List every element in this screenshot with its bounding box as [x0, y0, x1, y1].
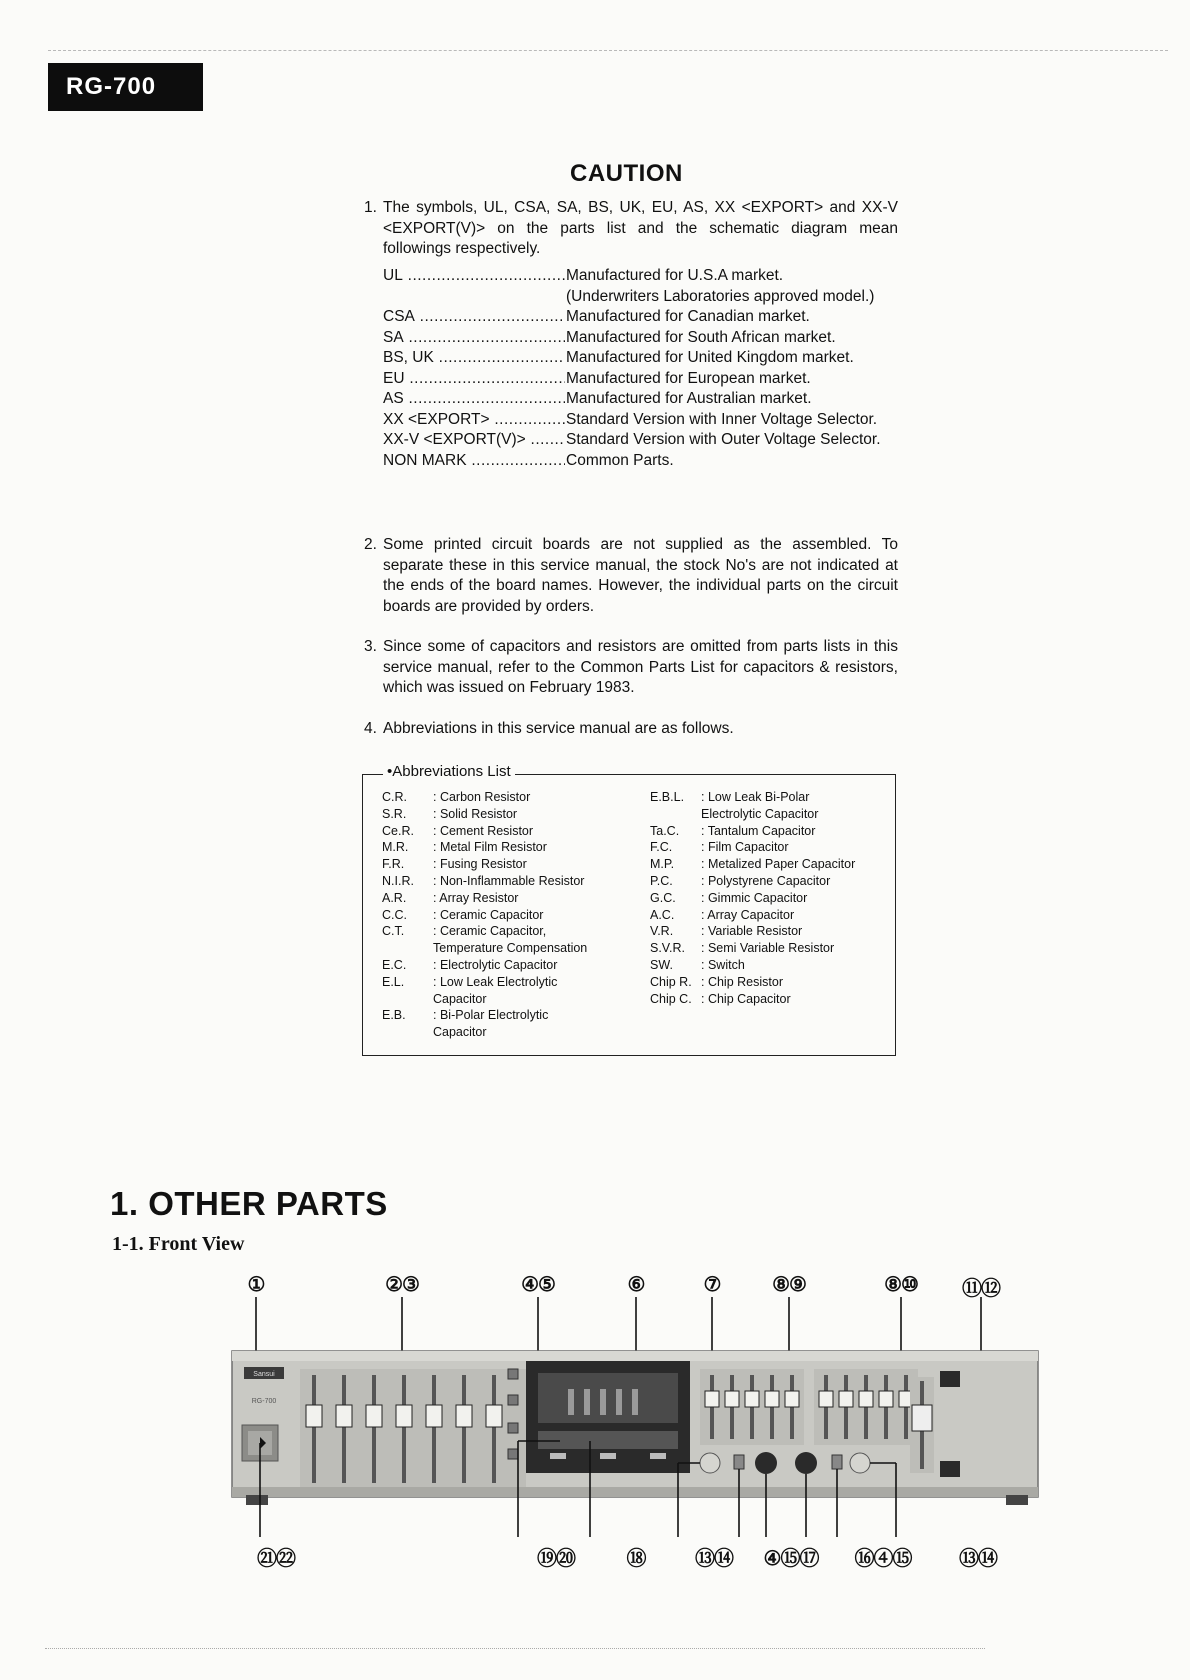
caution-title: CAUTION [570, 160, 683, 187]
callout-top: ⑦ [703, 1274, 721, 1296]
abbr-code: C.T. [382, 924, 405, 939]
abbr-row [650, 907, 890, 924]
abbr-code: E.B.L. [650, 790, 685, 804]
callout-bottom: ⑯④⑮ [854, 1548, 912, 1570]
symbol-desc: Manufactured for Canadian market. [566, 308, 810, 325]
symbol-code: AS ..... [383, 389, 565, 410]
abbr-code: Ce.R. [382, 823, 414, 838]
symbol-desc: Manufactured for Australian market. [566, 390, 812, 407]
item-text: Since some of capacitors and resistors are omitted from parts lists in this service manual, refer to the Common Parts List for capacitors & resistors, which was issued on February 1983. [383, 638, 898, 696]
abbr-row [382, 1007, 632, 1041]
symbol-row [383, 307, 898, 328]
symbol-code: CSA ..... [383, 307, 565, 328]
abbr-code: C.R. [382, 790, 407, 804]
abbr-desc: : Ceramic Capacitor, Temperature Compensation [433, 923, 608, 957]
abbr-desc: : Chip Resistor [701, 974, 890, 991]
symbol-row [383, 369, 898, 390]
callout-bottom: ⑱ [626, 1548, 646, 1570]
abbr-code: SW. [650, 957, 673, 972]
abbr-code: C.C. [382, 907, 407, 922]
abbr-desc: : Solid Resistor [433, 806, 632, 823]
abbr-row [382, 806, 632, 823]
abbr-desc: : Electrolytic Capacitor [433, 957, 632, 974]
symbol-desc: Manufactured for European market. [566, 369, 811, 387]
abbr-row [650, 940, 890, 957]
abbreviations-title: •Abbreviations List [383, 763, 515, 780]
callout-bottom: ④⑮⑰ [763, 1548, 819, 1570]
abbr-desc: : Array Capacitor [701, 907, 890, 924]
abbr-desc: : Bi-Polar Electrolytic Capacitor [433, 1007, 573, 1041]
abbr-desc: : Non-Inflammable Resistor [433, 873, 632, 890]
callout-bottom: ⑬⑭ [959, 1548, 997, 1570]
abbr-code: V.R. [650, 924, 674, 939]
front-view-figure [220, 1265, 1050, 1565]
abbr-row [382, 974, 632, 1008]
abbr-row [382, 823, 632, 840]
symbol-row [383, 266, 898, 307]
abbr-row [650, 873, 890, 890]
callout-bottom: ⑬⑭ [695, 1548, 733, 1570]
symbol-desc: Standard Version with Inner Voltage Selector. [566, 410, 878, 428]
symbol-row [383, 328, 898, 349]
symbol-desc: Standard Version with Outer Voltage Selector. [566, 431, 881, 448]
abbr-row [650, 789, 890, 823]
abbr-code: E.C. [382, 957, 407, 972]
abbr-row [650, 957, 890, 974]
symbol-row [383, 389, 898, 410]
foot-right [1006, 1495, 1028, 1505]
callout-top: ②③ [385, 1274, 419, 1296]
abbr-desc: : Tantalum Capacitor [701, 823, 890, 840]
abbr-row [382, 856, 632, 873]
left-slider-bank [300, 1369, 526, 1487]
right-slider-bank-2 [814, 1369, 918, 1445]
abbreviations-left-column [382, 789, 632, 1041]
abbr-code: E.B. [382, 1008, 406, 1023]
abbr-desc: : Array Resistor [433, 890, 632, 907]
abbr-row [650, 823, 890, 840]
abbreviations-box [362, 763, 896, 1056]
callout-top: ⑪⑫ [962, 1278, 1000, 1300]
abbr-desc: : Low Leak Electrolytic Capacitor [433, 974, 583, 1008]
callout-top: ⑥ [627, 1274, 645, 1296]
abbr-row [650, 890, 890, 907]
abbr-row [650, 991, 890, 1008]
abbr-row [650, 974, 890, 991]
abbr-code: N.I.R. [382, 873, 414, 888]
abbr-row [382, 957, 632, 974]
abbr-code: E.L. [382, 974, 405, 989]
section-title: 1. OTHER PARTS [110, 1185, 388, 1222]
abbr-row [382, 907, 632, 924]
item-number: 1. [364, 199, 377, 216]
display-window [526, 1361, 690, 1473]
symbol-code: SA ..... [383, 328, 565, 349]
abbr-code: Chip R. [650, 974, 692, 989]
symbol-code: XX-V <EXPORT(V)> ..... [383, 430, 565, 451]
abbr-row [382, 923, 632, 957]
section-subtitle: 1-1. Front View [112, 1233, 245, 1255]
item-number: 3. [364, 638, 377, 655]
abbr-desc: : Low Leak Bi-Polar Electrolytic Capacitor [701, 789, 831, 823]
top-rule [48, 50, 1168, 51]
abbr-desc: : Ceramic Capacitor [433, 907, 632, 924]
abbr-row [650, 856, 890, 873]
model-label-text: RG-700 [251, 1398, 277, 1405]
abbr-row [650, 839, 890, 856]
caution-item-3 [364, 637, 898, 699]
symbol-code: BS, UK ..... [383, 348, 565, 369]
abbr-desc: : Metalized Paper Capacitor [701, 856, 890, 873]
abbr-row [650, 923, 890, 940]
symbol-code: UL ..... [383, 266, 565, 287]
symbol-note: (Underwriters Laboratories approved model.) [566, 287, 875, 305]
symbol-row [383, 348, 898, 369]
abbr-code: Ta.C. [650, 823, 680, 838]
symbol-desc: Manufactured for United Kingdom market. [566, 349, 854, 366]
abbr-row [382, 789, 632, 806]
foot-left [246, 1495, 268, 1505]
symbol-desc: Common Parts. [566, 451, 674, 469]
symbol-code: EU ..... [383, 369, 565, 390]
symbol-desc: Manufactured for U.S.A market. [566, 267, 784, 284]
callout-top: ④⑤ [521, 1274, 555, 1296]
model-badge: RG-700 [48, 63, 203, 111]
callout-bottom: ㉑㉒ [257, 1548, 295, 1570]
abbr-desc: : Gimmic Capacitor [701, 890, 890, 907]
abbr-desc: : Carbon Resistor [433, 789, 632, 806]
abbr-code: P.C. [650, 873, 673, 888]
callout-top: ⑧⑨ [772, 1274, 806, 1296]
caution-item-2 [364, 535, 898, 617]
symbol-row [383, 430, 898, 451]
abbr-code: A.R. [382, 890, 407, 905]
footer-rule [45, 1648, 985, 1649]
right-slider-bank-1 [700, 1369, 804, 1445]
abbr-desc: : Film Capacitor [701, 839, 890, 856]
callout-top: ⑧⑩ [884, 1274, 918, 1296]
brand-text: Sansui [253, 1371, 275, 1378]
abbr-code: M.R. [382, 840, 409, 855]
symbol-desc: Manufactured for South African market. [566, 328, 836, 346]
caution-item-1 [364, 198, 898, 260]
item-text: Abbreviations in this service manual are as follows. [383, 720, 734, 737]
abbr-code: S.R. [382, 806, 407, 821]
callout-top: ① [247, 1274, 265, 1296]
symbol-row [383, 451, 898, 472]
abbr-row [382, 873, 632, 890]
abbr-code: Chip C. [650, 991, 692, 1006]
abbr-desc: : Chip Capacitor [701, 991, 890, 1008]
abbr-desc: : Variable Resistor [701, 923, 890, 940]
abbr-desc: : Switch [701, 957, 890, 974]
abbreviations-right-column [650, 789, 890, 1007]
abbr-code: S.V.R. [650, 941, 685, 956]
abbr-code: F.R. [382, 857, 405, 872]
item-number: 2. [364, 536, 377, 553]
caution-item-4 [364, 719, 898, 740]
abbr-code: A.C. [650, 907, 675, 922]
item-text: The symbols, UL, CSA, SA, BS, UK, EU, AS, XX <EXPORT> and XX-V <EXPORT(V)> on the parts list and the schematic diagram mean followings respectively. [383, 199, 898, 257]
abbr-desc: : Polystyrene Capacitor [701, 873, 890, 890]
abbr-row [382, 890, 632, 907]
abbr-code: M.P. [650, 857, 675, 872]
callout-bottom: ⑲⑳ [537, 1548, 575, 1570]
abbr-code: F.C. [650, 840, 673, 855]
symbol-list [383, 266, 898, 471]
abbr-desc: : Semi Variable Resistor [701, 940, 890, 957]
symbol-code: XX <EXPORT> ..... [383, 410, 565, 431]
abbr-row [382, 839, 632, 856]
item-text: Some printed circuit boards are not supplied as the assembled. To separate these in this service manual, the stock No's are not indicated at the ends of the board names. However, the individual parts on the circuit boards are provided by orders. [383, 536, 898, 615]
abbr-desc: : Metal Film Resistor [433, 839, 632, 856]
symbol-code: NON MARK ..... [383, 451, 565, 472]
abbr-desc: : Fusing Resistor [433, 856, 632, 873]
item-number: 4. [364, 720, 377, 737]
abbr-code: G.C. [650, 890, 676, 905]
abbr-desc: : Cement Resistor [433, 823, 632, 840]
symbol-row [383, 410, 898, 431]
